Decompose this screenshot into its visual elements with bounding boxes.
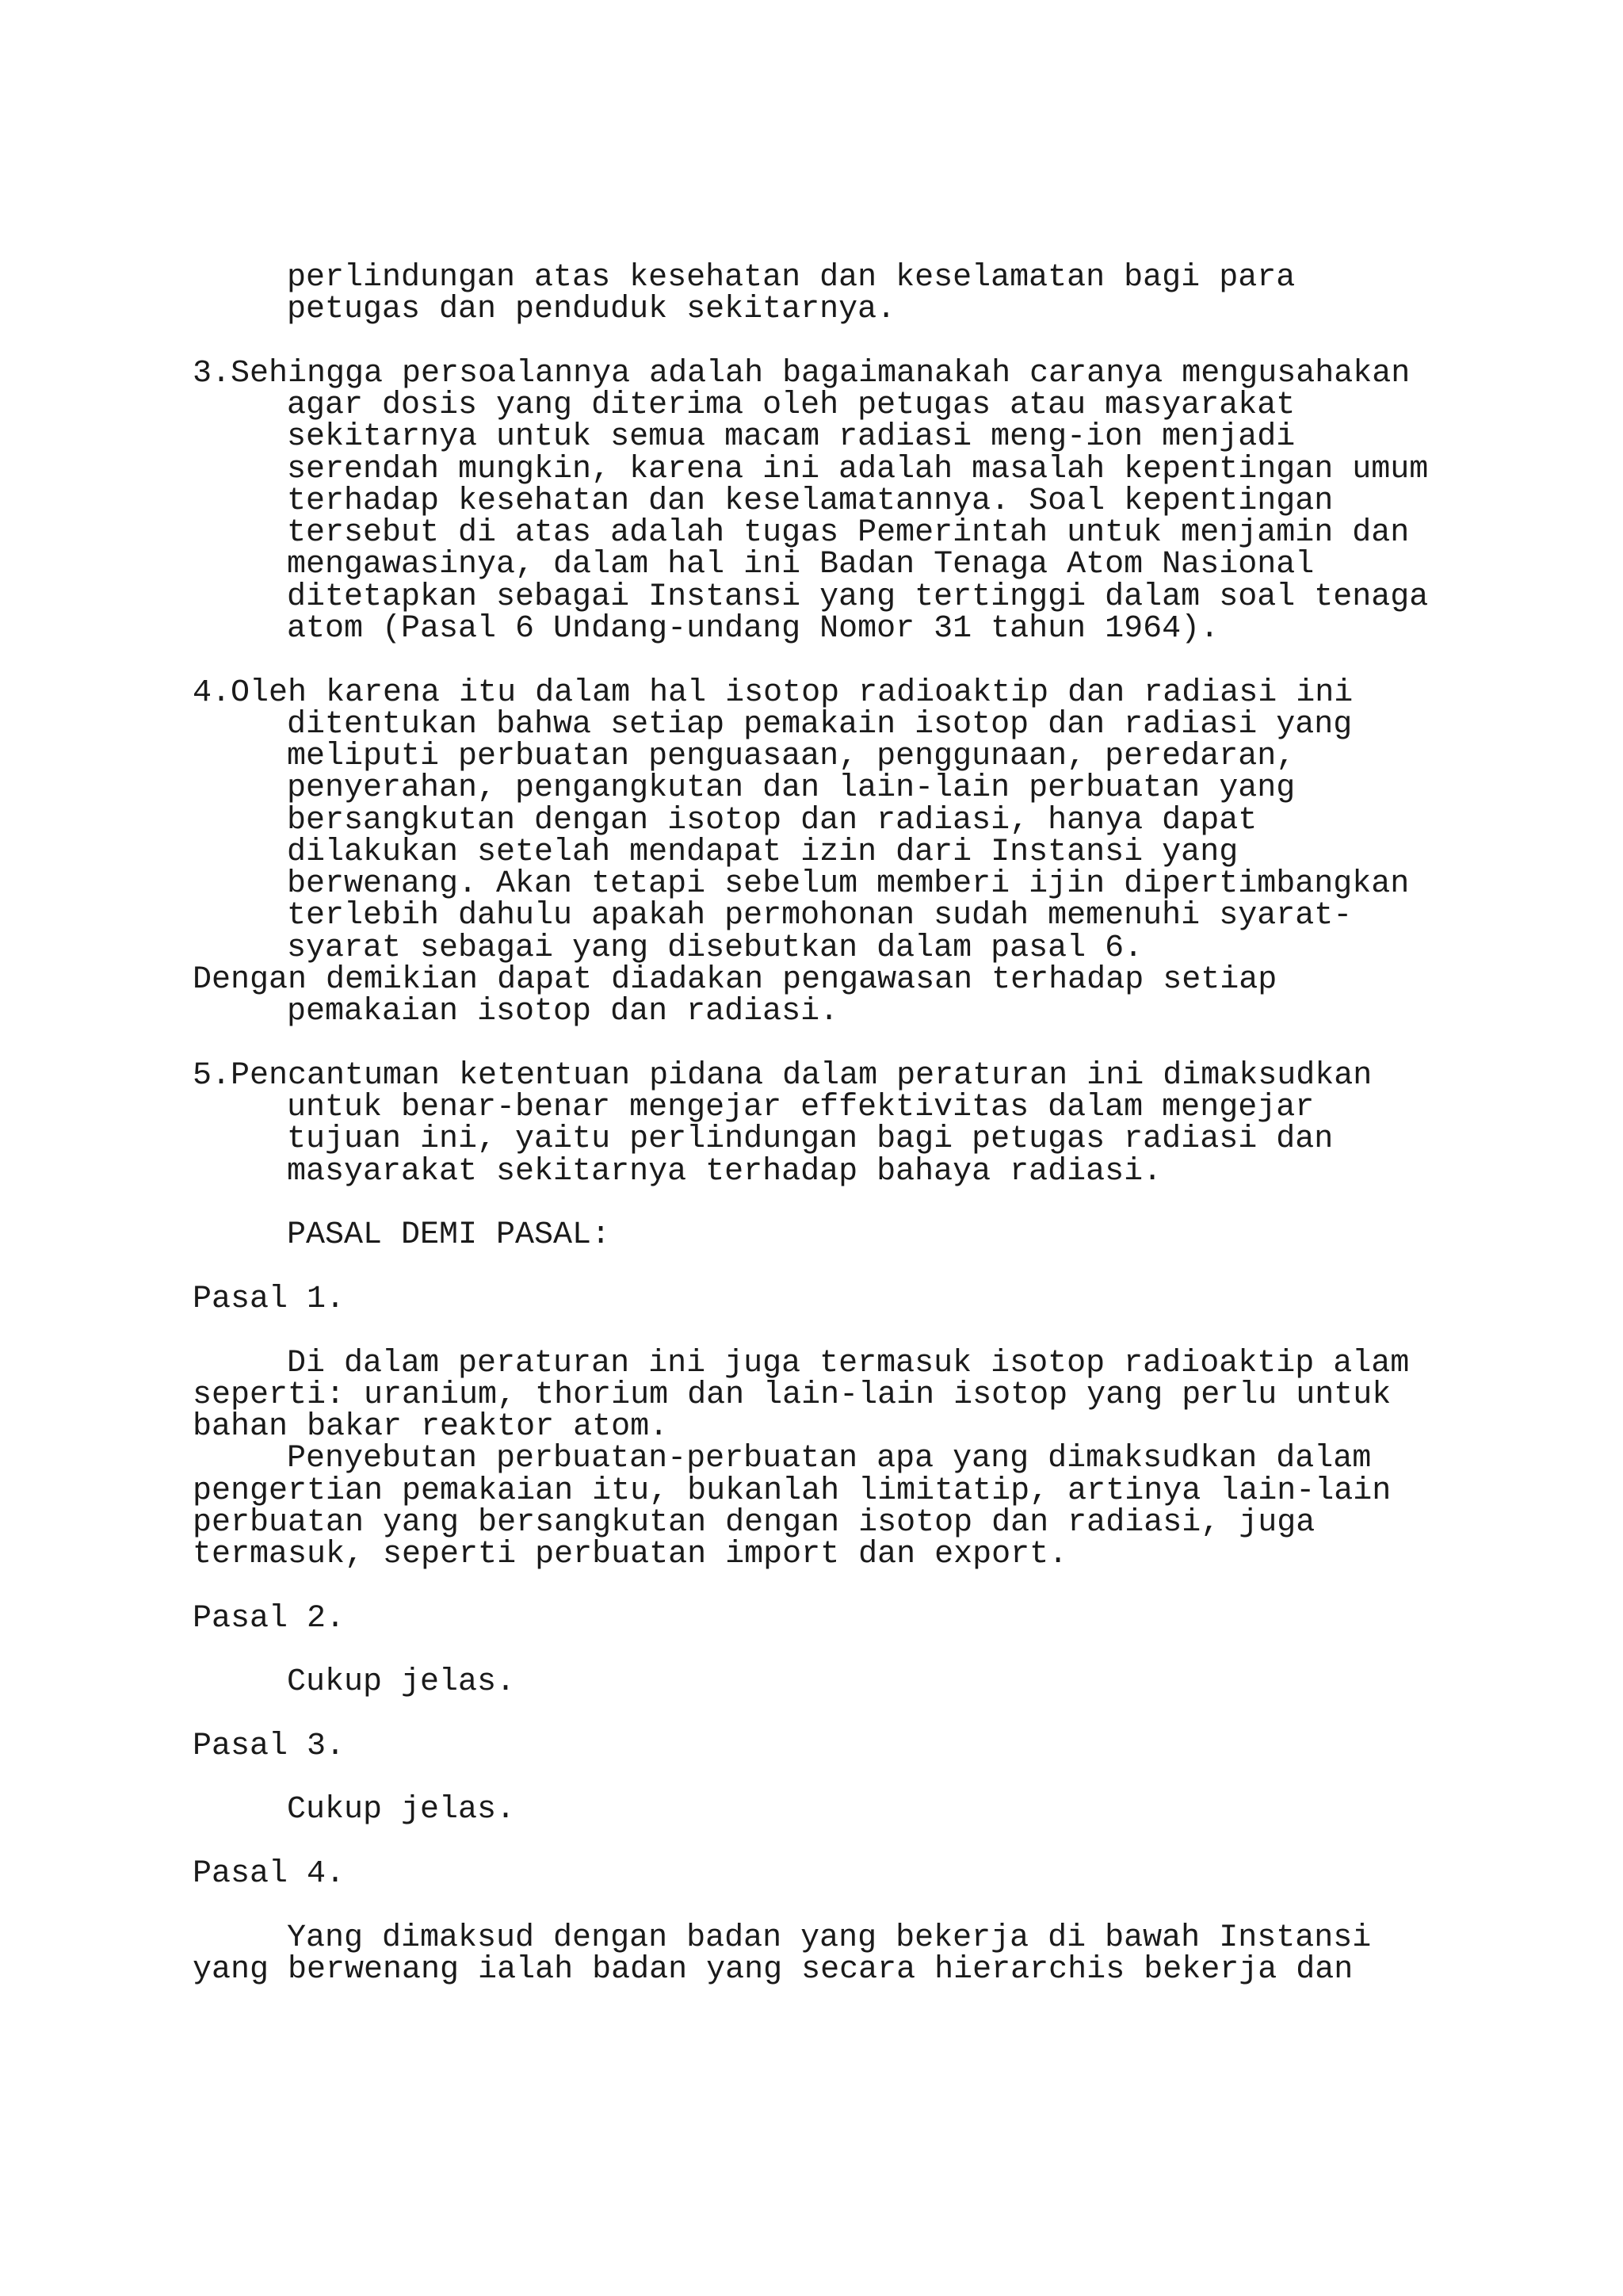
text-line: ditetapkan sebagai Instansi yang tertinggi dalam soal tenaga	[287, 579, 1429, 615]
text-line: Cukup jelas.	[287, 1664, 516, 1700]
text-line: dilakukan setelah mendapat izin dari Instansi yang	[287, 835, 1239, 870]
text-line: bahan bakar reaktor atom.	[193, 1409, 669, 1445]
text-line: untuk benar-benar mengejar effektivitas dalam mengejar	[287, 1090, 1315, 1125]
text-line: berwenang. Akan tetapi sebelum memberi ijin dipertimbangkan	[287, 866, 1410, 902]
text-line: masyarakat sekitarnya terhadap bahaya radiasi.	[287, 1154, 1163, 1190]
text-line: sekitarnya untuk semua macam radiasi meng-ion menjadi	[287, 419, 1296, 455]
text-line: 5.Pencantuman ketentuan pidana dalam peraturan ini dimaksudkan	[193, 1058, 1373, 1094]
text-line: tersebut di atas adalah tugas Pemerintah untuk menjamin dan	[287, 515, 1410, 551]
text-line: terlebih dahulu apakah permohonan sudah memenuhi syarat-	[287, 898, 1353, 934]
text-line: Yang dimaksud dengan badan yang bekerja di bawah Instansi	[287, 1920, 1372, 1956]
text-line: Pasal 4.	[193, 1856, 346, 1892]
text-line: Pasal 1.	[193, 1282, 346, 1317]
text-line: tujuan ini, yaitu perlindungan bagi petugas radiasi dan	[287, 1121, 1334, 1157]
text-line: ditentukan bahwa setiap pemakain isotop dan radiasi yang	[287, 707, 1353, 743]
text-line: meliputi perbuatan penguasaan, penggunaan, peredaran,	[287, 739, 1296, 774]
text-line: serendah mungkin, karena ini adalah masalah kepentingan umum	[287, 452, 1429, 487]
text-line: yang berwenang ialah badan yang secara hierarchis bekerja dan	[193, 1952, 1354, 1988]
text-line: mengawasinya, dalam hal ini Badan Tenaga Atom Nasional	[287, 547, 1315, 583]
text-line: penyerahan, pengangkutan dan lain-lain perbuatan yang	[287, 770, 1296, 806]
text-line: termasuk, seperti perbuatan import dan export.	[193, 1537, 1068, 1572]
text-line: Penyebutan perbuatan-perbuatan apa yang dimaksudkan dalam	[287, 1441, 1372, 1477]
text-line: Pasal 2.	[193, 1601, 346, 1637]
text-line: 3.Sehingga persoalannya adalah bagaimanakah caranya mengusahakan	[193, 356, 1411, 392]
text-line: Di dalam peraturan ini juga termasuk isotop radioaktip alam	[287, 1346, 1410, 1381]
text-line: perlindungan atas kesehatan dan keselamatan bagi para	[287, 260, 1296, 296]
text-line: 4.Oleh karena itu dalam hal isotop radioaktip dan radiasi ini	[193, 675, 1354, 711]
text-line: perbuatan yang bersangkutan dengan isotop dan radiasi, juga	[193, 1505, 1316, 1541]
text-line: Dengan demikian dapat diadakan pengawasan terhadap setiap	[193, 962, 1277, 998]
text-line: agar dosis yang diterima oleh petugas atau masyarakat	[287, 388, 1296, 423]
text-line: bersangkutan dengan isotop dan radiasi, hanya dapat	[287, 803, 1258, 839]
text-line: petugas dan penduduk sekitarnya.	[287, 292, 896, 327]
text-line: pemakaian isotop dan radiasi.	[287, 994, 839, 1030]
text-line: atom (Pasal 6 Undang-undang Nomor 31 tahun 1964).	[287, 611, 1220, 647]
text-line: Pasal 3.	[193, 1729, 346, 1764]
text-line: seperti: uranium, thorium dan lain-lain isotop yang perlu untuk	[193, 1377, 1392, 1413]
text-line: Cukup jelas.	[287, 1792, 516, 1828]
text-line: terhadap kesehatan dan keselamatannya. Soal kepentingan	[287, 483, 1334, 519]
text-line: pengertian pemakaian itu, bukanlah limitatip, artinya lain-lain	[193, 1473, 1392, 1509]
text-line: syarat sebagai yang disebutkan dalam pasal 6.	[287, 930, 1144, 966]
text-line: PASAL DEMI PASAL:	[287, 1217, 611, 1253]
